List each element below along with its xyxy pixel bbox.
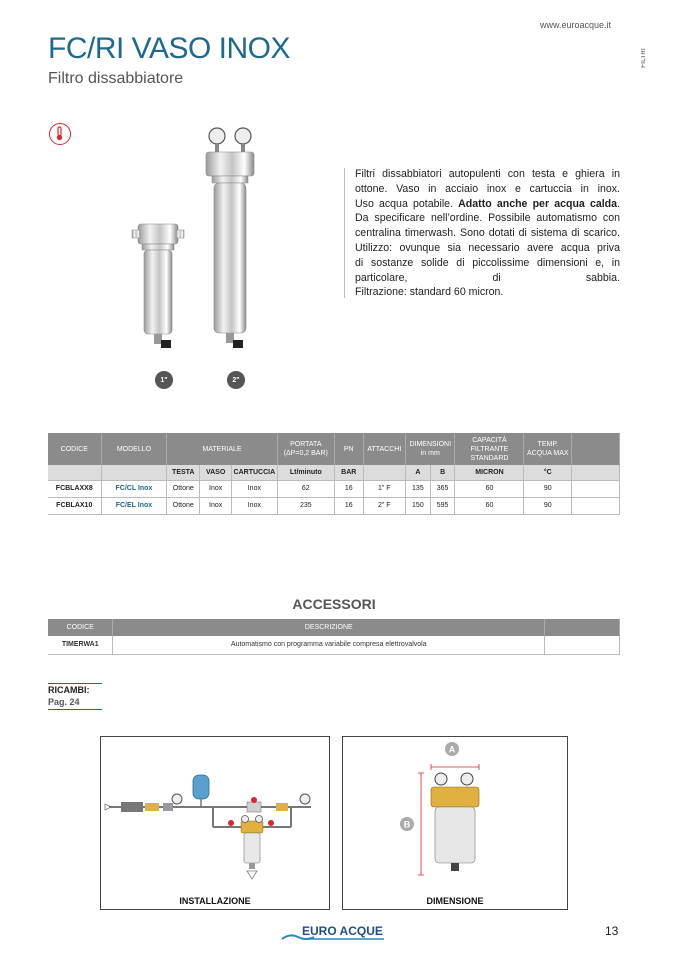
description-text-pre: ottone. Vaso in acciaio inox e cartuccia in inox.: [355, 182, 620, 195]
header-portata-note: (ΔP=0,2 BAR): [283, 450, 328, 457]
description-divider: [344, 168, 345, 298]
header-pn: PN: [334, 433, 363, 465]
header-portata: [277, 433, 334, 465]
sub-empty-1: [48, 465, 101, 480]
dimension-label: DIMENSIONE: [426, 896, 484, 906]
description-line: [355, 197, 620, 212]
header-dimensioni: [406, 433, 455, 465]
cell-a: 150: [406, 497, 431, 514]
cell-micron: 60: [455, 480, 524, 497]
description-line: [355, 167, 620, 182]
cell-testa: Ottone: [167, 480, 200, 497]
sub-empty-4: [572, 465, 620, 480]
ricambi-top-rule: [48, 683, 102, 684]
table-row: [48, 497, 620, 514]
spec-header-row: [48, 433, 620, 465]
sub-portata: Lt/minuto: [277, 465, 334, 480]
installation-figure: [100, 736, 330, 910]
size-badge-large: 2": [227, 371, 245, 389]
ricambi-bottom-rule: [48, 709, 102, 710]
page-title: FC/RI VASO INOX: [48, 32, 290, 65]
description-line: [355, 285, 620, 300]
description-line: [355, 226, 620, 241]
acc-cell-codice: TIMERWA1: [48, 636, 113, 654]
header-dimensioni-label: DIMENSIONI: [409, 441, 452, 448]
header-attacchi: ATTACCHI: [363, 433, 405, 465]
description-text-pre: Da specificare nell’ordine. Possibile automatismo con: [355, 212, 620, 225]
description-text-post: .: [617, 197, 620, 210]
description-text-pre: Filtrazione: standard 60 micron.: [355, 286, 504, 299]
size-badge-small: 1": [155, 371, 173, 389]
header-modello: MODELLO: [101, 433, 167, 465]
acc-header-descrizione: DESCRIZIONE: [113, 619, 545, 636]
ricambi-page-link[interactable]: Pag. 24: [48, 697, 80, 707]
spec-subheader-row: [48, 465, 620, 480]
sub-temp: °C: [524, 465, 572, 480]
cell-b: 365: [430, 480, 455, 497]
marker-a: A: [448, 744, 456, 755]
euroacque-logo: [280, 921, 386, 943]
description-text-pre: centralina timerwash. Sono dotati di sistema di scarico.: [355, 227, 620, 240]
filter-small-image: [128, 220, 188, 360]
description-text-pre: Uso acqua potabile.: [355, 197, 459, 210]
description-text-bold: Adatto anche per acqua calda: [458, 197, 618, 210]
description-text-pre: Utilizzo: ovunque sia necessario avere acqua priva: [355, 241, 620, 254]
header-temp-1: TEMP.: [537, 441, 559, 448]
description-line: [355, 256, 620, 271]
accessories-title: ACCESSORI: [292, 596, 376, 612]
acc-header-empty: [545, 619, 620, 636]
accessories-table: [48, 619, 620, 655]
acc-cell-empty: [545, 636, 620, 654]
sub-vaso: VASO: [200, 465, 232, 480]
cell-pn: 16: [334, 497, 363, 514]
cell-vaso: Inox: [200, 497, 232, 514]
cell-a: 135: [406, 480, 431, 497]
description-line: [355, 271, 620, 286]
cell-empty: [572, 480, 620, 497]
cell-codice: FCBLAXX8: [48, 480, 101, 497]
description-line: [355, 182, 620, 197]
product-description: [355, 167, 620, 300]
header-dimensioni-unit: in mm: [420, 450, 440, 457]
acc-cell-descrizione: Automatismo con programma variabile compresa elettrovalvola: [113, 636, 545, 654]
cell-modello: FC/EL Inox: [101, 497, 167, 514]
thermometer-icon: [49, 123, 71, 145]
sub-empty-3: [363, 465, 405, 480]
installation-diagram: [101, 737, 329, 887]
header-temp: [524, 433, 572, 465]
cell-b: 595: [430, 497, 455, 514]
installation-label: INSTALLAZIONE: [179, 896, 251, 906]
header-capacita-2: FILTRANTE: [470, 445, 509, 453]
filter-large-image: [200, 126, 260, 356]
cell-cartuccia: Inox: [232, 480, 278, 497]
table-row: [48, 480, 620, 497]
ricambi-label: RICAMBI:: [48, 685, 90, 695]
sub-cartuccia: CARTUCCIA: [232, 465, 278, 480]
description-line: [355, 241, 620, 256]
header-capacita: [455, 433, 524, 465]
sub-empty-2: [101, 465, 167, 480]
sub-a: A: [406, 465, 431, 480]
accessories-header-row: [48, 619, 620, 636]
section-side-label: FILTRI: [641, 48, 647, 68]
sub-testa: TESTA: [167, 465, 200, 480]
header-capacita-3: STANDARD: [470, 454, 509, 462]
sub-pn: BAR: [334, 465, 363, 480]
cell-pn: 16: [334, 480, 363, 497]
cell-empty: [572, 497, 620, 514]
site-url[interactable]: www.euroacque.it: [540, 20, 612, 30]
description-text-pre: di sostanze solide di piccolissime dimensioni e, in: [355, 256, 620, 269]
dimension-figure: [342, 736, 568, 910]
header-temp-2: ACQUA MAX: [526, 450, 569, 457]
cell-modello: FC/CL Inox: [101, 480, 167, 497]
cell-temp: 90: [524, 497, 572, 514]
cell-codice: FCBLAX10: [48, 497, 101, 514]
cell-portata: 235: [277, 497, 334, 514]
cell-testa: Ottone: [167, 497, 200, 514]
cell-portata: 62: [277, 480, 334, 497]
page-number: 13: [605, 924, 619, 938]
acc-header-codice: CODICE: [48, 619, 113, 636]
cell-cartuccia: Inox: [232, 497, 278, 514]
sub-b: B: [430, 465, 455, 480]
table-row: [48, 636, 620, 654]
description-text-pre: Filtri dissabbiatori autopulenti con testa e ghiera in: [355, 168, 620, 180]
spec-table: [48, 433, 620, 515]
header-portata-label: PORTATA: [290, 441, 322, 448]
description-text-pre: particolare, di sabbia.: [355, 271, 620, 284]
cell-attacchi: 1" F: [363, 480, 405, 497]
cell-attacchi: 2" F: [363, 497, 405, 514]
dimension-diagram: [343, 737, 567, 887]
marker-b: B: [403, 819, 411, 830]
header-materiale: MATERIALE: [167, 433, 277, 465]
header-capacita-1: CAPACITÀ: [472, 436, 507, 444]
logo-text: EURO ACQUE: [302, 924, 383, 938]
cell-micron: 60: [455, 497, 524, 514]
cell-vaso: Inox: [200, 480, 232, 497]
sub-micron: MICRON: [455, 465, 524, 480]
header-codice: CODICE: [48, 433, 101, 465]
header-empty: [572, 433, 620, 465]
description-line: [355, 211, 620, 226]
cell-temp: 90: [524, 480, 572, 497]
page-subtitle: Filtro dissabbiatore: [48, 70, 184, 87]
